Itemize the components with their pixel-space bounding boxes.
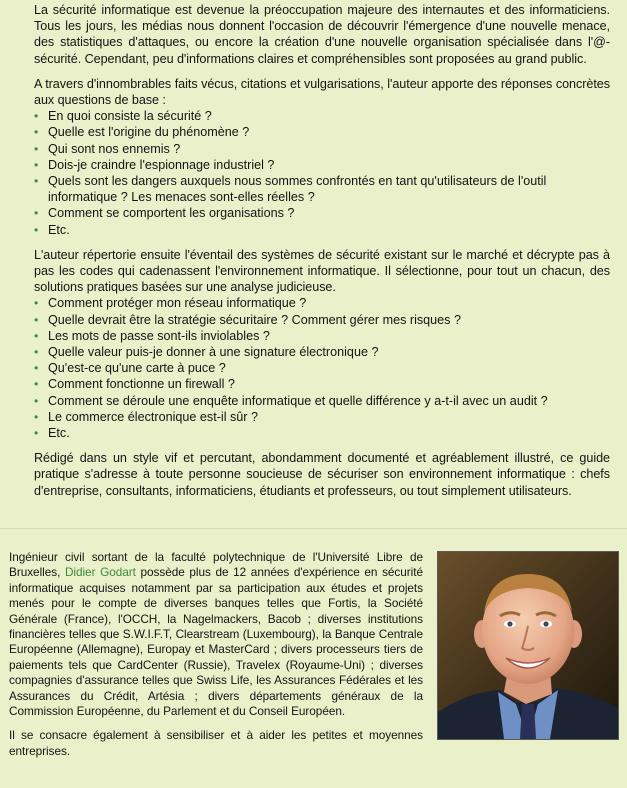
list-item: • Comment se comportent les organisations ? xyxy=(34,206,295,221)
list-item: • Quelle devrait être la stratégie sécuritaire ? Comment gérer mes risques ? xyxy=(34,312,461,327)
list-item: • Comment se déroule une enquête informatique et quelle différence y a-t-il avec un audit ? xyxy=(34,393,548,408)
intro-paragraph: La sécurité informatique est devenue la préoccupation majeure des internautes et des informaticiens. Tous les jours, les médias nous donnent l'occasion de découvrir l'émergence d'une nouvelle menace, des statistiques d'attaques, ou encore la création d'une nouvelle organisation spécialisée dans l'@-sécurité. Cependant, peu d'informations claires et compréhensibles sont proposées au grand public. xyxy=(34,3,610,66)
bullet-icon: • xyxy=(34,377,39,392)
basics-question-list xyxy=(34,108,610,238)
bullet-icon: • xyxy=(34,409,39,424)
basics-lead: A travers d'innombrables faits vécus, citations et vulgarisations, l'auteur apporte des réponses concrètes aux questions de base : xyxy=(34,76,610,108)
list-item: • Quelle est l'origine du phénomène ? xyxy=(34,125,250,140)
list-item: • Etc. xyxy=(34,222,70,237)
bullet-icon: • xyxy=(34,109,39,124)
systems-question-list xyxy=(34,295,610,441)
bio-second-paragraph: Il se consacre également à sensibiliser et à aider les petites et moyennes entreprises. xyxy=(9,728,423,758)
list-item: • Etc. xyxy=(34,426,70,441)
bullet-icon: • xyxy=(34,125,39,140)
author-bio xyxy=(9,550,423,759)
closing-paragraph: Rédigé dans un style vif et percutant, abondamment documenté et agréablement illustré, ce guide pratique s'adresse à toute personne soucieuse de sécuriser son environnement informatique : chefs d'entreprise, consultants, informaticiens, étudiants et professeurs, ou tout simplement utilisateurs. xyxy=(34,451,610,498)
bullet-icon: • xyxy=(34,222,39,237)
author-photo xyxy=(437,551,619,740)
section-divider xyxy=(0,528,627,529)
list-item: • Les mots de passe sont-ils inviolables ? xyxy=(34,328,270,343)
list-item: • Quels sont les dangers auxquels nous sommes confrontés en tant qu'utilisateurs de l'outil informatique ? Les menaces sont-elles réelles ? xyxy=(34,174,547,205)
list-item: • Qui sont nos ennemis ? xyxy=(34,141,181,156)
list-item: • Qu'est-ce qu'une carte à puce ? xyxy=(34,361,226,376)
bullet-icon: • xyxy=(34,426,39,441)
bio-paragraph: Ingénieur civil sortant de la faculté polytechnique de l'Université Libre de Bruxelles, Didier Godart possède plus de 12 années d'expérience en sécurité informatique acquises notamment par sa participation aux études et projets menés pour le compte de diverses banques telles que Fortis, la Société Générale (France), l'OCCH, la Nagelmackers, Bacob ; diverses institutions financières telles que S.W.I.F.T, Clearstream (Luxembourg), la Banque Centrale Européenne (Allemagne), Europay et MasterCard ; divers processeurs tiers de paiements tels que CardCenter (Russie), Travelex (Royaume-Uni) ; diverses compagnies d'assurance telles que Swiss Life, les Assurances Fédérales et les Assurances du Crédit, Artésia ; divers départements généraux de la Commission Européenne, du Parlement et du Conseil Européen. xyxy=(9,550,423,719)
systems-lead: L'auteur répertorie ensuite l'éventail des systèmes de sécurité existant sur le marché et décrypte pas à pas les codes qui cadenassent l'environnement informatique. Il sélectionne, pour tout un chacun, des solutions pratiques basées sur une analyse judicieuse. xyxy=(34,247,610,295)
bullet-icon: • xyxy=(34,174,39,189)
bullet-icon: • xyxy=(34,345,39,360)
list-item: • Le commerce électronique est-il sûr ? xyxy=(34,409,258,424)
book-description xyxy=(34,2,610,499)
bullet-icon: • xyxy=(34,312,39,327)
bullet-icon: • xyxy=(34,328,39,343)
bullet-icon: • xyxy=(34,296,39,311)
bullet-icon: • xyxy=(34,157,39,172)
bullet-icon: • xyxy=(34,206,39,221)
list-item: • En quoi consiste la sécurité ? xyxy=(34,109,212,124)
list-item: • Quelle valeur puis-je donner à une signature électronique ? xyxy=(34,345,379,360)
author-name: Didier Godart xyxy=(64,565,136,580)
bullet-icon: • xyxy=(34,141,39,156)
bullet-icon: • xyxy=(34,393,39,408)
author-portrait-illustration xyxy=(438,552,618,739)
bullet-icon: • xyxy=(34,361,39,376)
list-item: • Comment fonctionne un firewall ? xyxy=(34,377,235,392)
list-item: • Comment protéger mon réseau informatique ? xyxy=(34,296,307,311)
list-item: • Dois-je craindre l'espionnage industriel ? xyxy=(34,157,275,172)
